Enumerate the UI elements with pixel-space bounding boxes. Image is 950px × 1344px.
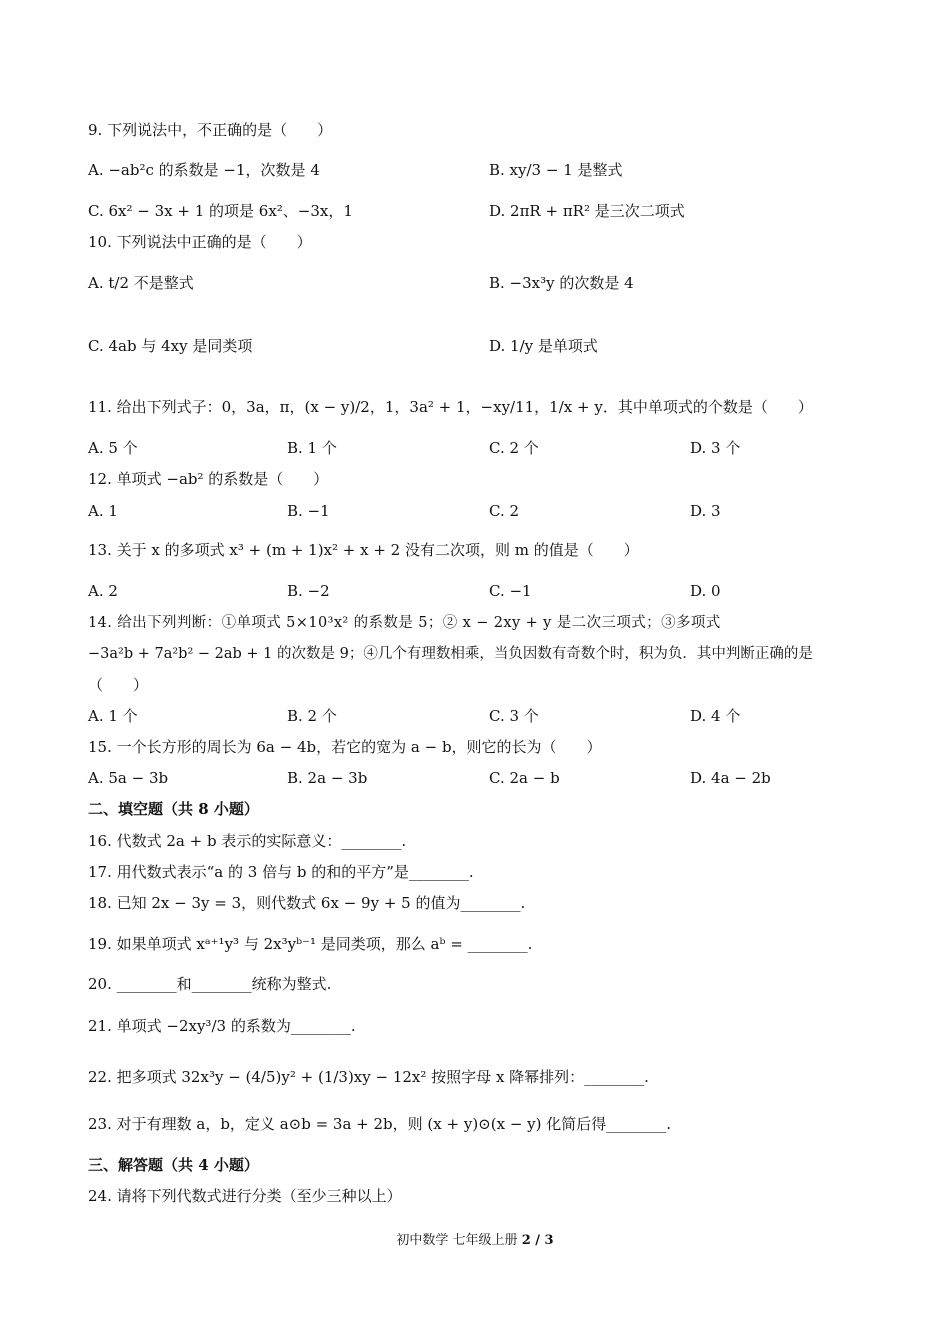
question-15-option-c: C. 2a − b [489,769,560,787]
question-12-option-a: A. 1 [88,502,118,520]
question-14-line-1: 14. 给出下列判断：①单项式 5×10³x² 的系数是 5；② x − 2xy + y 是二次三项式；③多项式 [88,615,721,631]
question-19: 19. 如果单项式 xᵃ⁺¹y³ 与 2x³yᵇ⁻¹ 是同类项，那么 aᵇ = ________. [88,935,533,953]
question-13-option-c: C. −1 [489,582,532,600]
question-9-option-d: D. 2πR + πR² 是三次二项式 [489,202,685,220]
question-18: 18. 已知 2x − 3y = 3，则代数式 6x − 9y + 5 的值为________. [88,894,526,912]
question-16: 16. 代数式 2a + b 表示的实际意义：________. [88,832,407,850]
question-11-option-a: A. 5 个 [88,439,138,457]
question-10-option-c: C. 4ab 与 4xy 是同类项 [88,337,253,355]
question-11-stem: 11. 给出下列式子：0，3a，π，(x − y)/2，1，3a² + 1，−xy/11，1/x + y．其中单项式的个数是（ ） [88,398,813,416]
question-9-option-b: B. xy/3 − 1 是整式 [489,161,623,179]
section-3-heading: 三、解答题（共 4 小题） [88,1156,259,1174]
question-23: 23. 对于有理数 a，b，定义 a⊙b = 3a + 2b，则 (x + y)⊙(x − y) 化简后得________. [88,1115,672,1133]
question-10-option-b: B. −3x³y 的次数是 4 [489,274,634,292]
question-13-option-d: D. 0 [690,582,721,600]
page-number: 2 / 3 [521,1233,554,1248]
question-9-stem: 9. 下列说法中，不正确的是（ ） [88,121,333,139]
question-9-option-c: C. 6x² − 3x + 1 的项是 6x²、−3x，1 [88,202,353,220]
question-12-stem: 12. 单项式 −ab² 的系数是（ ） [88,470,329,488]
question-20: 20. ________和________统称为整式. [88,975,332,993]
question-14-option-d: D. 4 个 [690,707,741,725]
question-15-option-b: B. 2a − 3b [287,769,368,787]
question-14-option-c: C. 3 个 [489,707,539,725]
question-10-option-d: D. 1/y 是单项式 [489,337,598,355]
question-12-option-c: C. 2 [489,502,520,520]
question-14-line-2: −3a²b + 7a²b² − 2ab + 1 的次数是 9；④几个有理数相乘，当负因数有奇数个时，积为负．其中判断正确的是 [88,646,813,662]
question-11-option-c: C. 2 个 [489,439,539,457]
question-13-option-a: A. 2 [88,582,118,600]
question-12-option-d: D. 3 [690,502,721,520]
question-13-option-b: B. −2 [287,582,330,600]
question-22: 22. 把多项式 32x³y − (4/5)y² + (1/3)xy − 12x² 按照字母 x 降幂排列：________. [88,1068,649,1086]
question-10-stem: 10. 下列说法中正确的是（ ） [88,233,312,251]
question-17: 17. 用代数式表示“a 的 3 倍与 b 的和的平方”是________. [88,863,474,881]
footer-course-label: 初中数学 七年级上册 [396,1233,522,1248]
question-14-line-3: （ ） [88,676,149,694]
question-9-option-a: A. −ab²c 的系数是 −1，次数是 4 [88,161,320,179]
question-11-option-b: B. 1 个 [287,439,337,457]
question-14-option-b: B. 2 个 [287,707,337,725]
question-24: 24. 请将下列代数式进行分类（至少三种以上） [88,1187,402,1205]
question-10-option-a: A. t/2 不是整式 [88,274,194,292]
question-14-option-a: A. 1 个 [88,707,138,725]
question-11-option-d: D. 3 个 [690,439,741,457]
question-15-option-d: D. 4a − 2b [690,769,771,787]
section-2-heading: 二、填空题（共 8 小题） [88,800,259,818]
question-13-stem: 13. 关于 x 的多项式 x³ + (m + 1)x² + x + 2 没有二次项，则 m 的值是（ ） [88,541,639,559]
question-12-option-b: B. −1 [287,502,330,520]
question-15-stem: 15. 一个长方形的周长为 6a − 4b，若它的宽为 a − b，则它的长为（ ） [88,738,602,756]
question-15-option-a: A. 5a − 3b [88,769,169,787]
question-21: 21. 单项式 −2xy³/3 的系数为________. [88,1017,356,1035]
page-footer [0,1229,950,1248]
